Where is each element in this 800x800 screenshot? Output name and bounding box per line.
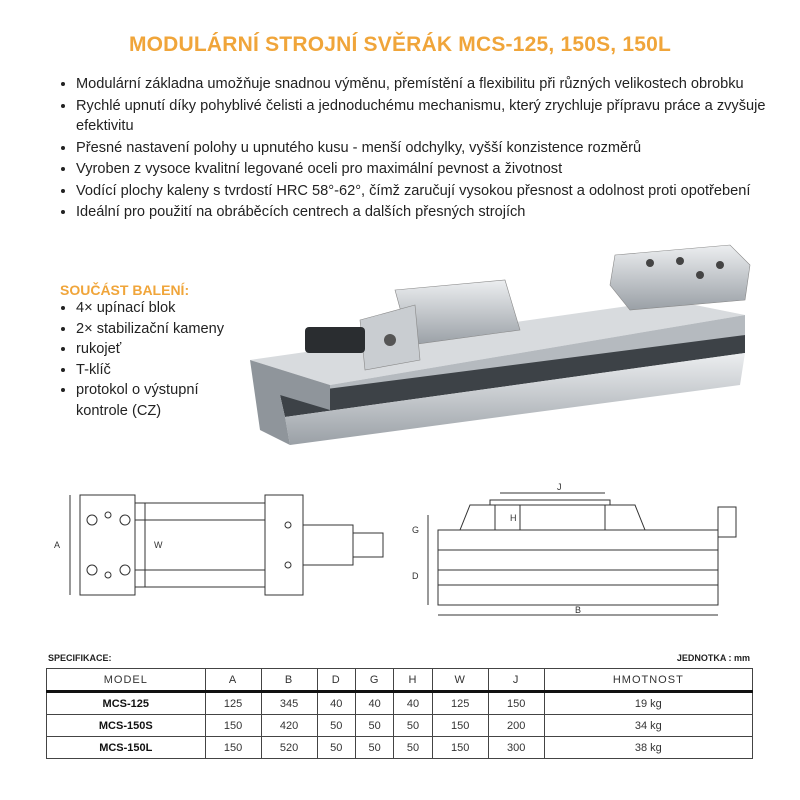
table-cell: 50 <box>394 715 432 737</box>
package-item: • 4× upínací blok <box>76 298 233 319</box>
col-header: J <box>488 669 544 692</box>
table-cell: 150 <box>205 715 261 737</box>
table-row <box>47 737 753 759</box>
dimension-drawings <box>30 475 770 635</box>
package-list <box>58 298 233 421</box>
feature-item: • Ideální pro použití na obráběcích centrech a dalších přesných strojích <box>76 202 776 223</box>
label-g: G <box>412 525 420 535</box>
table-cell: 40 <box>355 692 393 715</box>
col-header: H <box>394 669 432 692</box>
spec-label: SPECIFIKACE: <box>48 653 112 663</box>
table-cell: 38 kg <box>544 737 752 759</box>
page-title: MODULÁRNÍ STROJNÍ SVĚRÁK MCS-125, 150S, 150L <box>128 33 672 56</box>
col-header: A <box>205 669 261 692</box>
table-cell: 125 <box>205 692 261 715</box>
table-cell: 300 <box>488 737 544 759</box>
table-cell: 150 <box>488 692 544 715</box>
table-row <box>47 692 753 715</box>
vise-product-image <box>250 235 755 455</box>
table-row <box>47 715 753 737</box>
feature-item: • Vodící plochy kaleny s tvrdostí HRC 58°-62°, čímž zaručují vysokou přesnost a odolnost proti opotřebení <box>76 181 776 202</box>
unit-label: JEDNOTKA : mm <box>676 653 750 663</box>
label-h: H <box>510 513 517 523</box>
spec-table <box>46 668 753 759</box>
feature-item: • Rychlé upnutí díky pohyblivé čelisti a jednoduchému mechanismu, který zrychluje přípravu práce a zvyšuje efektivitu <box>76 96 776 137</box>
col-header: HMOTNOST <box>544 669 752 692</box>
table-cell: 150 <box>432 715 488 737</box>
table-cell: 200 <box>488 715 544 737</box>
label-a: A <box>54 540 61 550</box>
col-header: MODEL <box>47 669 206 692</box>
label-d: D <box>412 571 419 581</box>
table-cell: 50 <box>355 715 393 737</box>
table-cell: 345 <box>261 692 317 715</box>
feature-item: • Vyroben z vysoce kvalitní legované oceli pro maximální pevnost a životnost <box>76 159 776 180</box>
table-header-row <box>47 669 753 692</box>
col-header: D <box>317 669 355 692</box>
feature-list <box>58 74 776 224</box>
table-cell: 50 <box>317 715 355 737</box>
package-item: • T-klíč <box>76 360 233 381</box>
table-cell: 19 kg <box>544 692 752 715</box>
table-cell: 420 <box>261 715 317 737</box>
label-w: W <box>154 540 163 550</box>
table-cell: 520 <box>261 737 317 759</box>
table-cell: 150 <box>432 737 488 759</box>
model-cell: MCS-125 <box>47 692 206 715</box>
feature-item: • Přesné nastavení polohy u upnutého kusu - menší odchylky, vyšší konzistence rozměrů <box>76 138 776 159</box>
package-item: • rukojeť <box>76 339 233 360</box>
table-cell: 50 <box>355 737 393 759</box>
table-cell: 150 <box>205 737 261 759</box>
label-j: J <box>557 482 562 492</box>
table-cell: 125 <box>432 692 488 715</box>
feature-item: • Modulární základna umožňuje snadnou výměnu, přemístění a flexibilitu při různých velikostech obrobku <box>76 74 776 95</box>
package-item: • protokol o výstupní kontrole (CZ) <box>76 380 233 421</box>
table-cell: 40 <box>317 692 355 715</box>
package-title: SOUČÁST BALENÍ: <box>60 282 190 298</box>
table-cell: 50 <box>317 737 355 759</box>
package-item: • 2× stabilizační kameny <box>76 319 233 340</box>
model-cell: MCS-150S <box>47 715 206 737</box>
table-cell: 34 kg <box>544 715 752 737</box>
table-cell: 40 <box>394 692 432 715</box>
table-cell: 50 <box>394 737 432 759</box>
col-header: G <box>355 669 393 692</box>
model-cell: MCS-150L <box>47 737 206 759</box>
label-b: B <box>575 605 582 615</box>
col-header: W <box>432 669 488 692</box>
col-header: B <box>261 669 317 692</box>
